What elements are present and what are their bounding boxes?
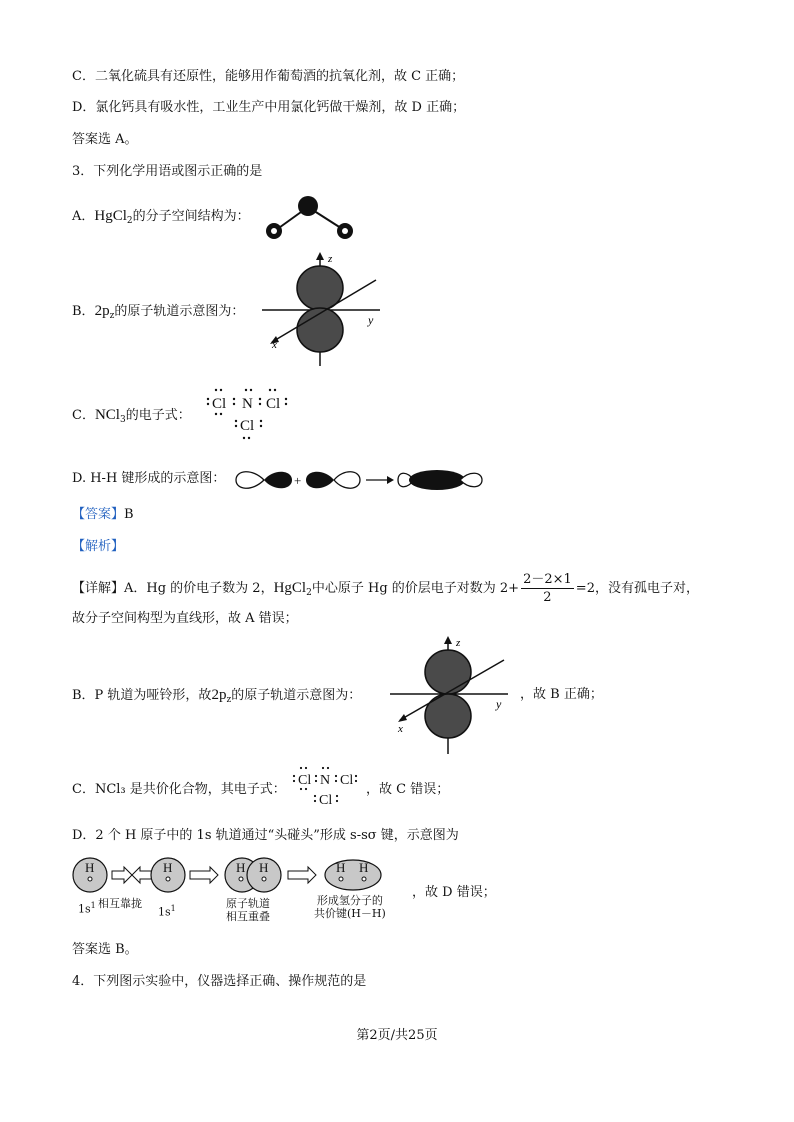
caption-1s-right: $1s^1$ (158, 904, 176, 919)
answer-tag-line: 【答案】B (72, 507, 134, 522)
detail-c: C．NCl₃ 是共价化合物，其电子式： (72, 782, 286, 797)
page-footer: 第2页/共25页 (356, 1028, 438, 1043)
detail-d: D．2 个 H 原子中的 1s 轨道通过“头碰头”形成 s-sσ 键，示意图为 (72, 828, 459, 843)
svg-text:+: + (294, 473, 302, 488)
caption-form: 形成氢分子的 共价键(H－H) (314, 894, 386, 920)
axis-x-label: x (272, 339, 277, 351)
option-d: D. H-H 键形成的示意图： (72, 471, 226, 486)
fraction: $\frac{2-2\times 1}{2}$ (523, 572, 572, 605)
svg-text:Cl: Cl (212, 396, 227, 412)
question-4: 4．下列图示实验中，仪器选择正确、操作规范的是 (72, 974, 367, 989)
svg-text:H: H (359, 860, 369, 875)
svg-text:Cl: Cl (319, 793, 333, 808)
detail-d-end: ，故 D 错误； (412, 885, 496, 900)
p-orbital-figure-b (258, 250, 388, 370)
svg-text:z: z (456, 637, 461, 649)
caption-1s-left: $1s^1$ (78, 901, 96, 916)
detail-b-end: ，故 B 正确； (520, 687, 603, 702)
ncl3-lewis-structure-a (202, 384, 302, 442)
detail-c-end: ，故 C 错误； (366, 782, 450, 797)
answer-line-a: 答案选 A。 (72, 132, 138, 147)
caption-approach: 相互靠拢 (98, 897, 142, 910)
option-c: C．NCl$_3$的电子式： (72, 407, 191, 425)
svg-text:Cl: Cl (298, 773, 312, 788)
option-b: B．$2p_z$的原子轨道示意图为： (72, 303, 245, 321)
svg-text:N: N (320, 773, 331, 788)
svg-text:Cl: Cl (266, 396, 281, 412)
answer-line-b: 答案选 B。 (72, 942, 138, 957)
svg-text:Cl: Cl (240, 418, 255, 434)
svg-text:Cl: Cl (340, 773, 354, 788)
option-c-explanation: C．二氧化硫具有还原性，能够用作葡萄酒的抗氧化剂，故 C 正确； (72, 69, 465, 84)
option-d-explanation: D．氯化钙具有吸水性，工业生产中用氯化钙做干燥剂，故 D 正确； (72, 100, 466, 115)
detail-line-1: 【详解】A．Hg 的价电子数为 2，HgCl$_2$中心原子 Hg 的价层电子对数为 2+ $\frac{2-2\times 1}{2}$ =2，没有孤电子对， (72, 572, 699, 605)
svg-text:N: N (242, 396, 253, 412)
detail-b: B．P 轨道为哑铃形，故$2p_z$的原子轨道示意图为： (72, 687, 362, 705)
ncl3-lewis-structure-detail (290, 764, 360, 812)
svg-text:H: H (236, 860, 246, 875)
hgcl2-bent-model-figure (262, 194, 358, 242)
caption-overlap: 原子轨道 相互重叠 (226, 897, 270, 923)
sigma-bond-formation-figure (70, 854, 410, 896)
svg-text:H: H (163, 860, 173, 875)
svg-text:H: H (259, 860, 269, 875)
svg-text:x: x (398, 723, 403, 735)
option-a: A．HgCl$_2$的分子空间结构为： (72, 208, 250, 226)
axis-z-label: z (328, 253, 333, 265)
p-orbital-figure-detail (386, 634, 516, 758)
analysis-tag: 【解析】 (72, 539, 125, 554)
svg-text:H: H (85, 860, 95, 875)
axis-y-label: y (368, 313, 374, 327)
svg-text:H: H (336, 860, 346, 875)
svg-text:y: y (496, 697, 502, 711)
h-h-bond-figure-d (234, 466, 486, 494)
question-3: 3．下列化学用语或图示正确的是 (72, 164, 263, 179)
detail-line-2: 故分子空间构型为直线形，故 A 错误； (72, 611, 298, 626)
